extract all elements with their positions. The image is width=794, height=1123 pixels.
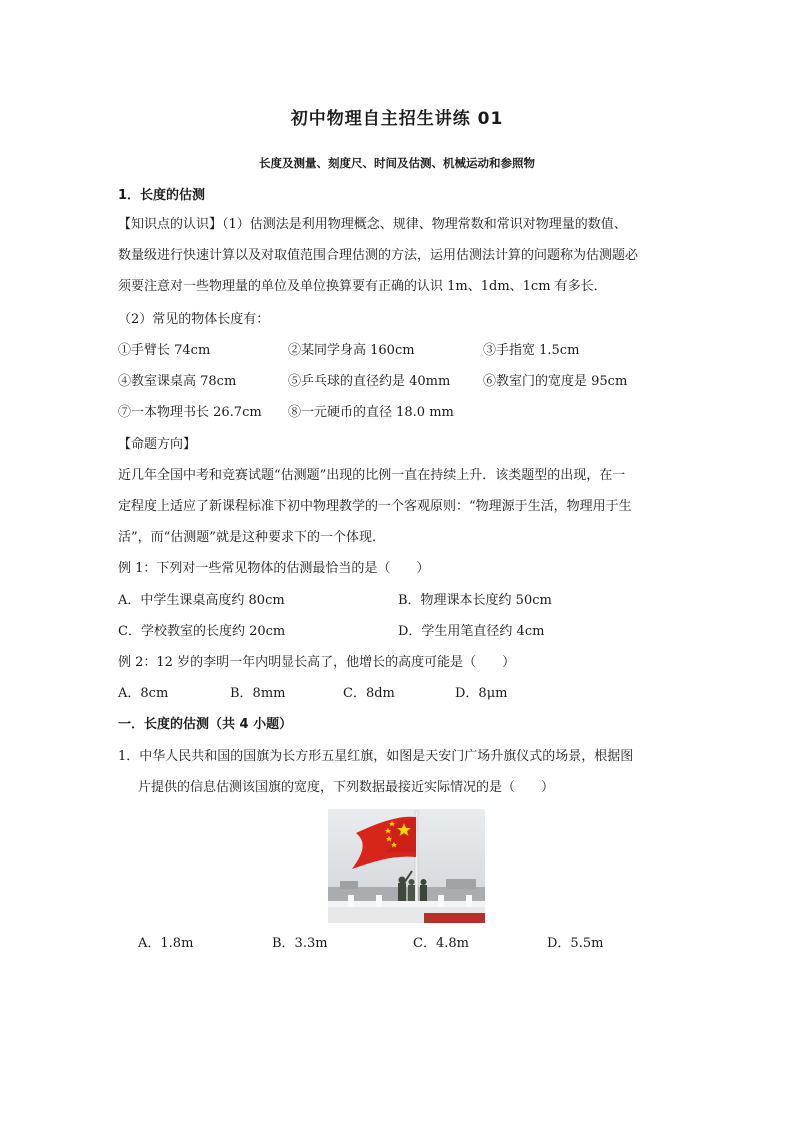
example1-option-a: A．中学生课桌高度约 80cm: [118, 593, 285, 608]
common-length-item: ①手臂长 74cm: [118, 343, 211, 358]
direction-line: 近几年全国中考和竞赛试题“估测题”出现的比例一直在持续上升．该类题型的出现，在一: [118, 468, 626, 483]
example2-option-d: D．8μm: [455, 686, 508, 701]
example1-option-d: D．学生用笔直径约 4cm: [398, 624, 545, 639]
knowledge-line: 须要注意对一些物理量的单位及单位换算要有正确的认识 1m、1dm、1cm 有多长．: [118, 279, 607, 294]
direction-heading: 【命题方向】: [118, 437, 197, 452]
common-lengths-heading: （2）常见的物体长度有：: [118, 312, 270, 327]
part-heading: 一．长度的估测（共 4 小题）: [118, 717, 293, 732]
example1-option-c: C．学校教室的长度约 20cm: [118, 624, 286, 639]
common-length-item: ④教室课桌高 78cm: [118, 374, 237, 389]
knowledge-line: 数量级进行快速计算以及对取值范围合理估测的方法，运用估测法计算的问题称为估测题必: [118, 248, 639, 263]
common-length-item: ②某同学身高 160cm: [288, 343, 415, 358]
flag-raising-image: [328, 809, 485, 923]
example2-stem: 例 2：12 岁的李明一年内明显长高了，他增长的高度可能是（ ）: [118, 655, 516, 670]
example2-option-c: C．8dm: [343, 686, 395, 701]
question1-stem-line: 1．中华人民共和国的国旗为长方形五星红旗，如图是天安门广场升旗仪式的场景，根据图: [118, 749, 634, 764]
question1-option-b: B．3.3m: [272, 936, 328, 951]
question1-option-d: D．5.5m: [547, 936, 604, 951]
common-length-item: ⑧一元硬币的直径 18.0 mm: [288, 405, 454, 420]
common-length-item: ⑦一本物理书长 26.7cm: [118, 405, 262, 420]
direction-line: 定程度上适应了新课程标准下初中物理教学的一个客观原则：“物理源于生活，物理用于生: [118, 499, 632, 514]
direction-line: 活”，而“估测题”就是这种要求下的一个体现．: [118, 530, 385, 545]
common-length-item: ⑤乒乓球的直径约是 40mm: [288, 374, 451, 389]
example1-option-b: B．物理课本长度约 50cm: [398, 593, 552, 608]
document-title: 初中物理自主招生讲练 01: [290, 109, 504, 129]
question1-option-a: A．1.8m: [138, 936, 194, 951]
example2-option-b: B．8mm: [230, 686, 286, 701]
example1-stem: 例 1：下列对一些常见物体的估测最恰当的是（ ）: [118, 561, 430, 576]
knowledge-line: 【知识点的认识】（1）估测法是利用物理概念、规律、物理常数和常识对物理量的数值、: [118, 217, 627, 232]
question1-stem-line: 片提供的信息估测该国旗的宽度，下列数据最接近实际情况的是（ ）: [138, 780, 555, 795]
flag-raising-photo: [328, 809, 485, 923]
common-length-item: ③手指宽 1.5cm: [483, 343, 580, 358]
example2-option-a: A．8cm: [118, 686, 169, 701]
question1-option-c: C．4.8m: [413, 936, 469, 951]
common-length-item: ⑥教室门的宽度是 95cm: [483, 374, 628, 389]
section-heading: 1．长度的估测: [118, 188, 206, 203]
document-subtitle: 长度及测量、刻度尺、时间及估测、机械运动和参照物: [259, 156, 535, 170]
